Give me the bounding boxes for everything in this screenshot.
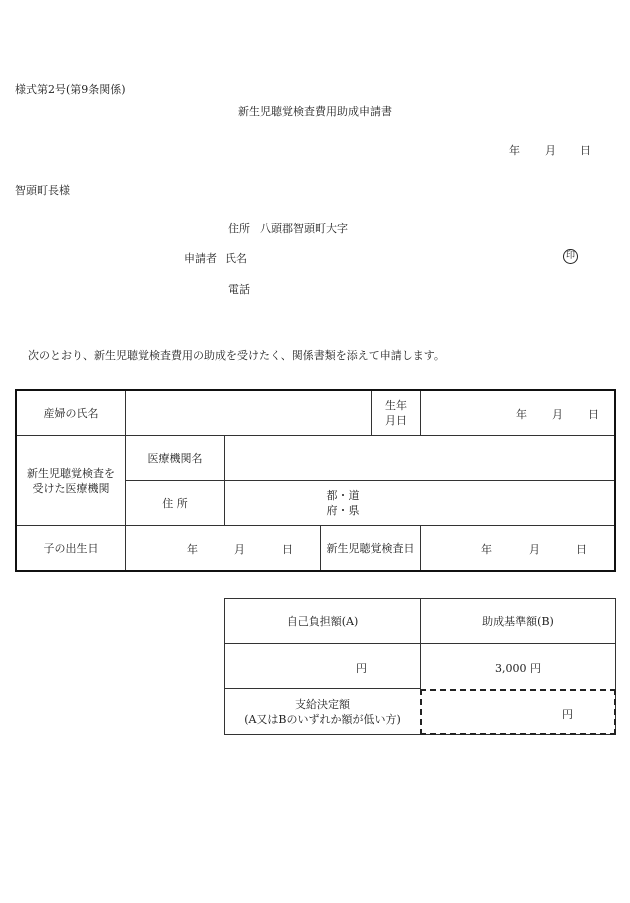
- mother-name-label: 産婦の氏名: [43, 406, 99, 420]
- child-birth-year: 年: [187, 543, 198, 556]
- facility-group-label-line2: 受けた医療機関: [32, 481, 110, 495]
- facility-group-label-line1: 新生児聴覚検査を: [27, 466, 115, 480]
- form-number: 様式第2号(第9条関係): [15, 83, 126, 96]
- phone-label: 電話: [228, 283, 250, 296]
- facility-name-label: 医療機関名: [147, 451, 203, 465]
- statement: 次のとおり、新生児聴覚検査費用の助成を受けたく、関係書類を添えて申請します。: [28, 349, 445, 362]
- date-month: 月: [545, 144, 556, 157]
- test-month: 月: [529, 543, 540, 556]
- birth-date-label: [372, 391, 420, 435]
- address-value: 八頭郡智頭町大字: [260, 222, 348, 235]
- self-pay-value: 円: [356, 662, 367, 675]
- birth-day: 日: [588, 408, 599, 421]
- birth-date-label-line1: 生年: [385, 399, 407, 412]
- decision-value: 円: [562, 708, 573, 721]
- mother-name-field[interactable]: [126, 391, 371, 435]
- birth-year: 年: [516, 408, 527, 421]
- decision-label-line2: (A又はBのいずれか額が低い方): [244, 712, 401, 726]
- name-label: 氏名: [225, 252, 247, 265]
- self-pay-label: 自己負担額(A): [286, 614, 359, 628]
- child-birth-label: 子の出生日: [43, 541, 99, 555]
- date-year: 年: [509, 144, 520, 157]
- date-day: 日: [580, 144, 591, 157]
- birth-date-label-line2: 月日: [385, 414, 407, 427]
- facility-address-label: 住 所: [162, 496, 188, 510]
- seal-mark: 印: [563, 249, 578, 264]
- facility-name-field[interactable]: [225, 436, 614, 480]
- address-label: 住所: [228, 222, 250, 235]
- applicant-label: 申請者: [184, 252, 217, 265]
- child-birth-day: 日: [282, 543, 293, 556]
- facility-group-label: [17, 436, 125, 525]
- test-year: 年: [481, 543, 492, 556]
- decision-label: [225, 689, 420, 734]
- test-date-label: 新生児聴覚検査日: [326, 541, 415, 555]
- base-value: 3,000 円: [495, 662, 541, 675]
- prefecture-line2: 府・県: [326, 504, 360, 517]
- birth-month: 月: [552, 408, 563, 421]
- addressee: 智頭町長様: [15, 184, 70, 197]
- prefecture-line1: 都・道: [326, 489, 360, 502]
- prefecture-label: [318, 481, 368, 525]
- test-day: 日: [576, 543, 587, 556]
- decision-label-line1: 支給決定額: [295, 697, 350, 711]
- base-label: 助成基準額(B): [482, 614, 554, 628]
- child-birth-month: 月: [234, 543, 245, 556]
- page-title: 新生児聴覚検査費用助成申請書: [238, 105, 392, 118]
